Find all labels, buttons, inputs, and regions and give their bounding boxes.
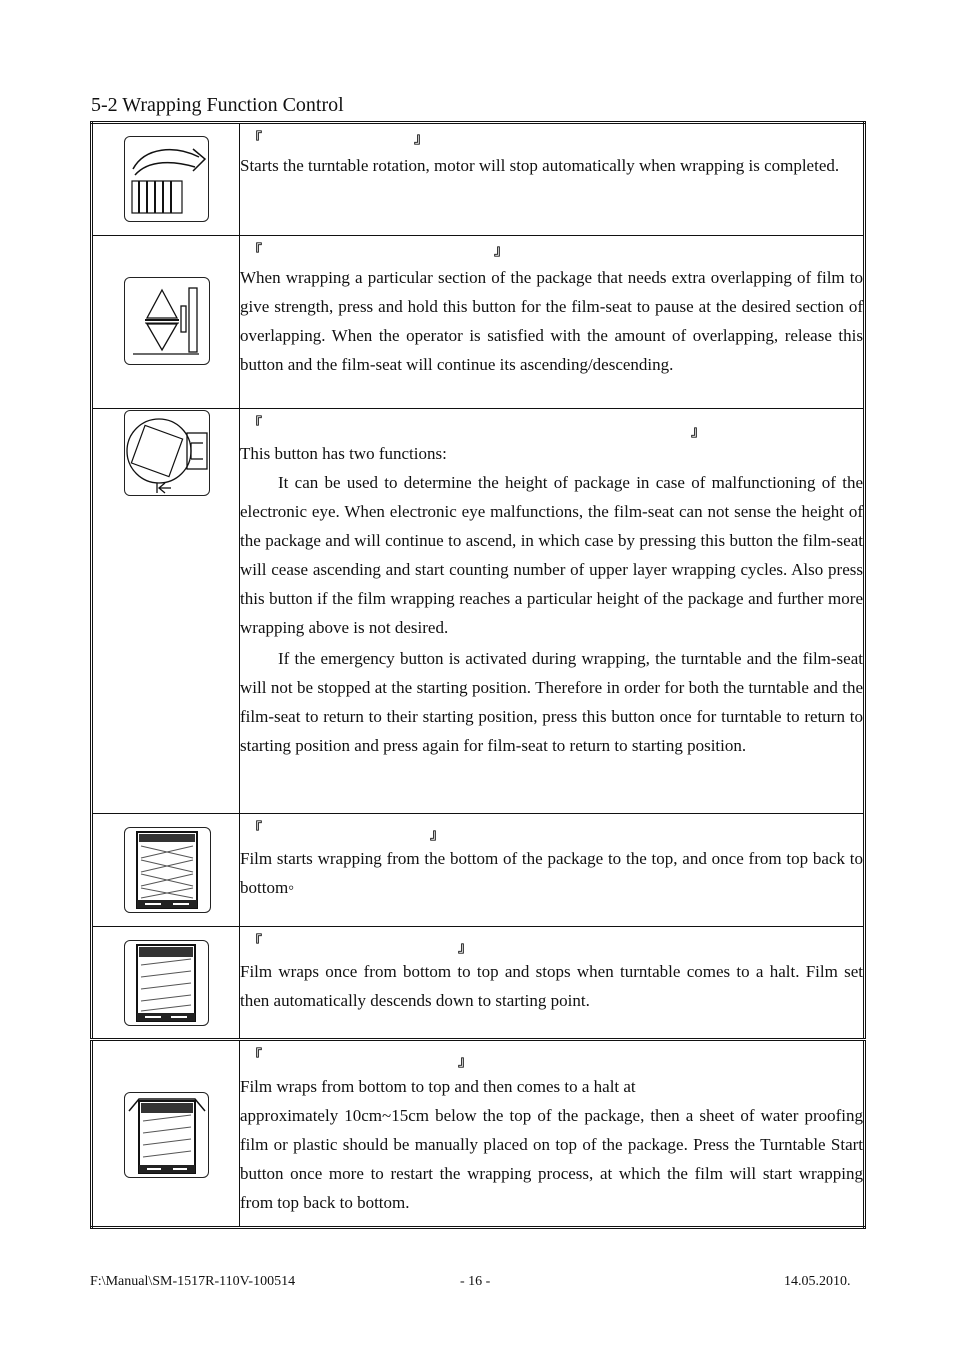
table-row — [92, 814, 865, 927]
open-bracket: 『 — [248, 131, 262, 147]
function-table — [90, 121, 866, 1229]
close-bracket: 』 — [691, 424, 705, 440]
text-cell — [240, 814, 865, 927]
footer-page-number: - 16 - — [460, 1274, 491, 1289]
close-bracket: 』 — [414, 131, 428, 147]
close-bracket: 』 — [430, 827, 444, 843]
text-cell — [240, 236, 865, 409]
icon-cell — [92, 123, 240, 236]
film-seat-pause-icon — [124, 277, 210, 365]
description: Film starts wrapping from the bottom of the package to the top, and once from top back to bottom◦ — [240, 849, 863, 897]
description: approximately 10cm~15cm below the top of the package, then a sheet of water proofing film or plastic should be manually placed on top of the package. Press the Turntable Start button once more to restart the wrapping process, at which the film will start wrapping from top back to bottom. — [240, 1106, 863, 1212]
description: When wrapping a particular section of the package that needs extra overlapping of film to give strength, press and hold this button for the film-seat to pause at the desired section of overlapping. When the operator is satisfied with the amount of overlapping, release this button and the film-seat will continue its ascending/descending. — [240, 268, 863, 374]
open-bracket: 『 — [248, 416, 262, 432]
icon-cell — [92, 1040, 240, 1228]
description: This button has two functions: — [240, 444, 447, 463]
top-sheet-wrap-icon — [124, 1092, 209, 1178]
table-row — [92, 1040, 865, 1228]
up-down-wrap-icon — [124, 827, 211, 913]
icon-cell — [92, 814, 240, 927]
section-title: 5-2 Wrapping Function Control — [91, 94, 344, 116]
description: Starts the turntable rotation, motor will stop automatically when wrapping is completed. — [240, 156, 840, 175]
footer-file-path: F:\Manual\SM-1517R-110V-100514 — [90, 1274, 296, 1289]
description: Film wraps once from bottom to top and stops when turntable comes to a halt. Film set then automatically descends down to starting point. — [240, 962, 863, 1010]
text-cell — [240, 123, 865, 236]
icon-cell — [92, 236, 240, 409]
open-bracket: 『 — [248, 243, 262, 259]
up-only-wrap-icon — [124, 940, 209, 1026]
text-cell — [240, 927, 865, 1040]
table-row — [92, 409, 865, 814]
footer-date: 14.05.2010. — [784, 1274, 851, 1289]
open-bracket: 『 — [248, 821, 262, 837]
text-cell — [240, 1040, 865, 1228]
table-row — [92, 123, 865, 236]
open-bracket: 『 — [248, 934, 262, 950]
open-bracket: 『 — [248, 1048, 262, 1064]
text-cell — [240, 409, 865, 814]
turntable-start-icon — [124, 136, 209, 222]
description: If the emergency button is activated during wrapping, the turntable and the film-seat will not be stopped at the starting position. Therefore in order for both the turntable and the film-seat to return to their starting position, press this button once for turntable to return to starting position and press again for film-seat to return to starting position. — [240, 649, 863, 755]
close-bracket: 』 — [494, 243, 508, 259]
description: It can be used to determine the height of package in case of malfunctioning of the electronic eye. When electronic eye malfunctions, the film-seat can not sense the height of the package and will continue to ascend, in which case by pressing this button the film-seat will cease ascending and start counting number of upper layer wrapping cycles. Also press this button if the film wrapping reaches a particular height of the package and further more wrapping above is not desired. — [240, 473, 863, 637]
table-row — [92, 236, 865, 409]
close-bracket: 』 — [458, 1054, 472, 1070]
table-row — [92, 927, 865, 1040]
return-reset-icon — [124, 410, 210, 496]
icon-cell — [92, 409, 240, 814]
description: Film wraps from bottom to top and then comes to a halt at — [240, 1077, 636, 1096]
close-bracket: 』 — [458, 940, 472, 956]
icon-cell — [92, 927, 240, 1040]
